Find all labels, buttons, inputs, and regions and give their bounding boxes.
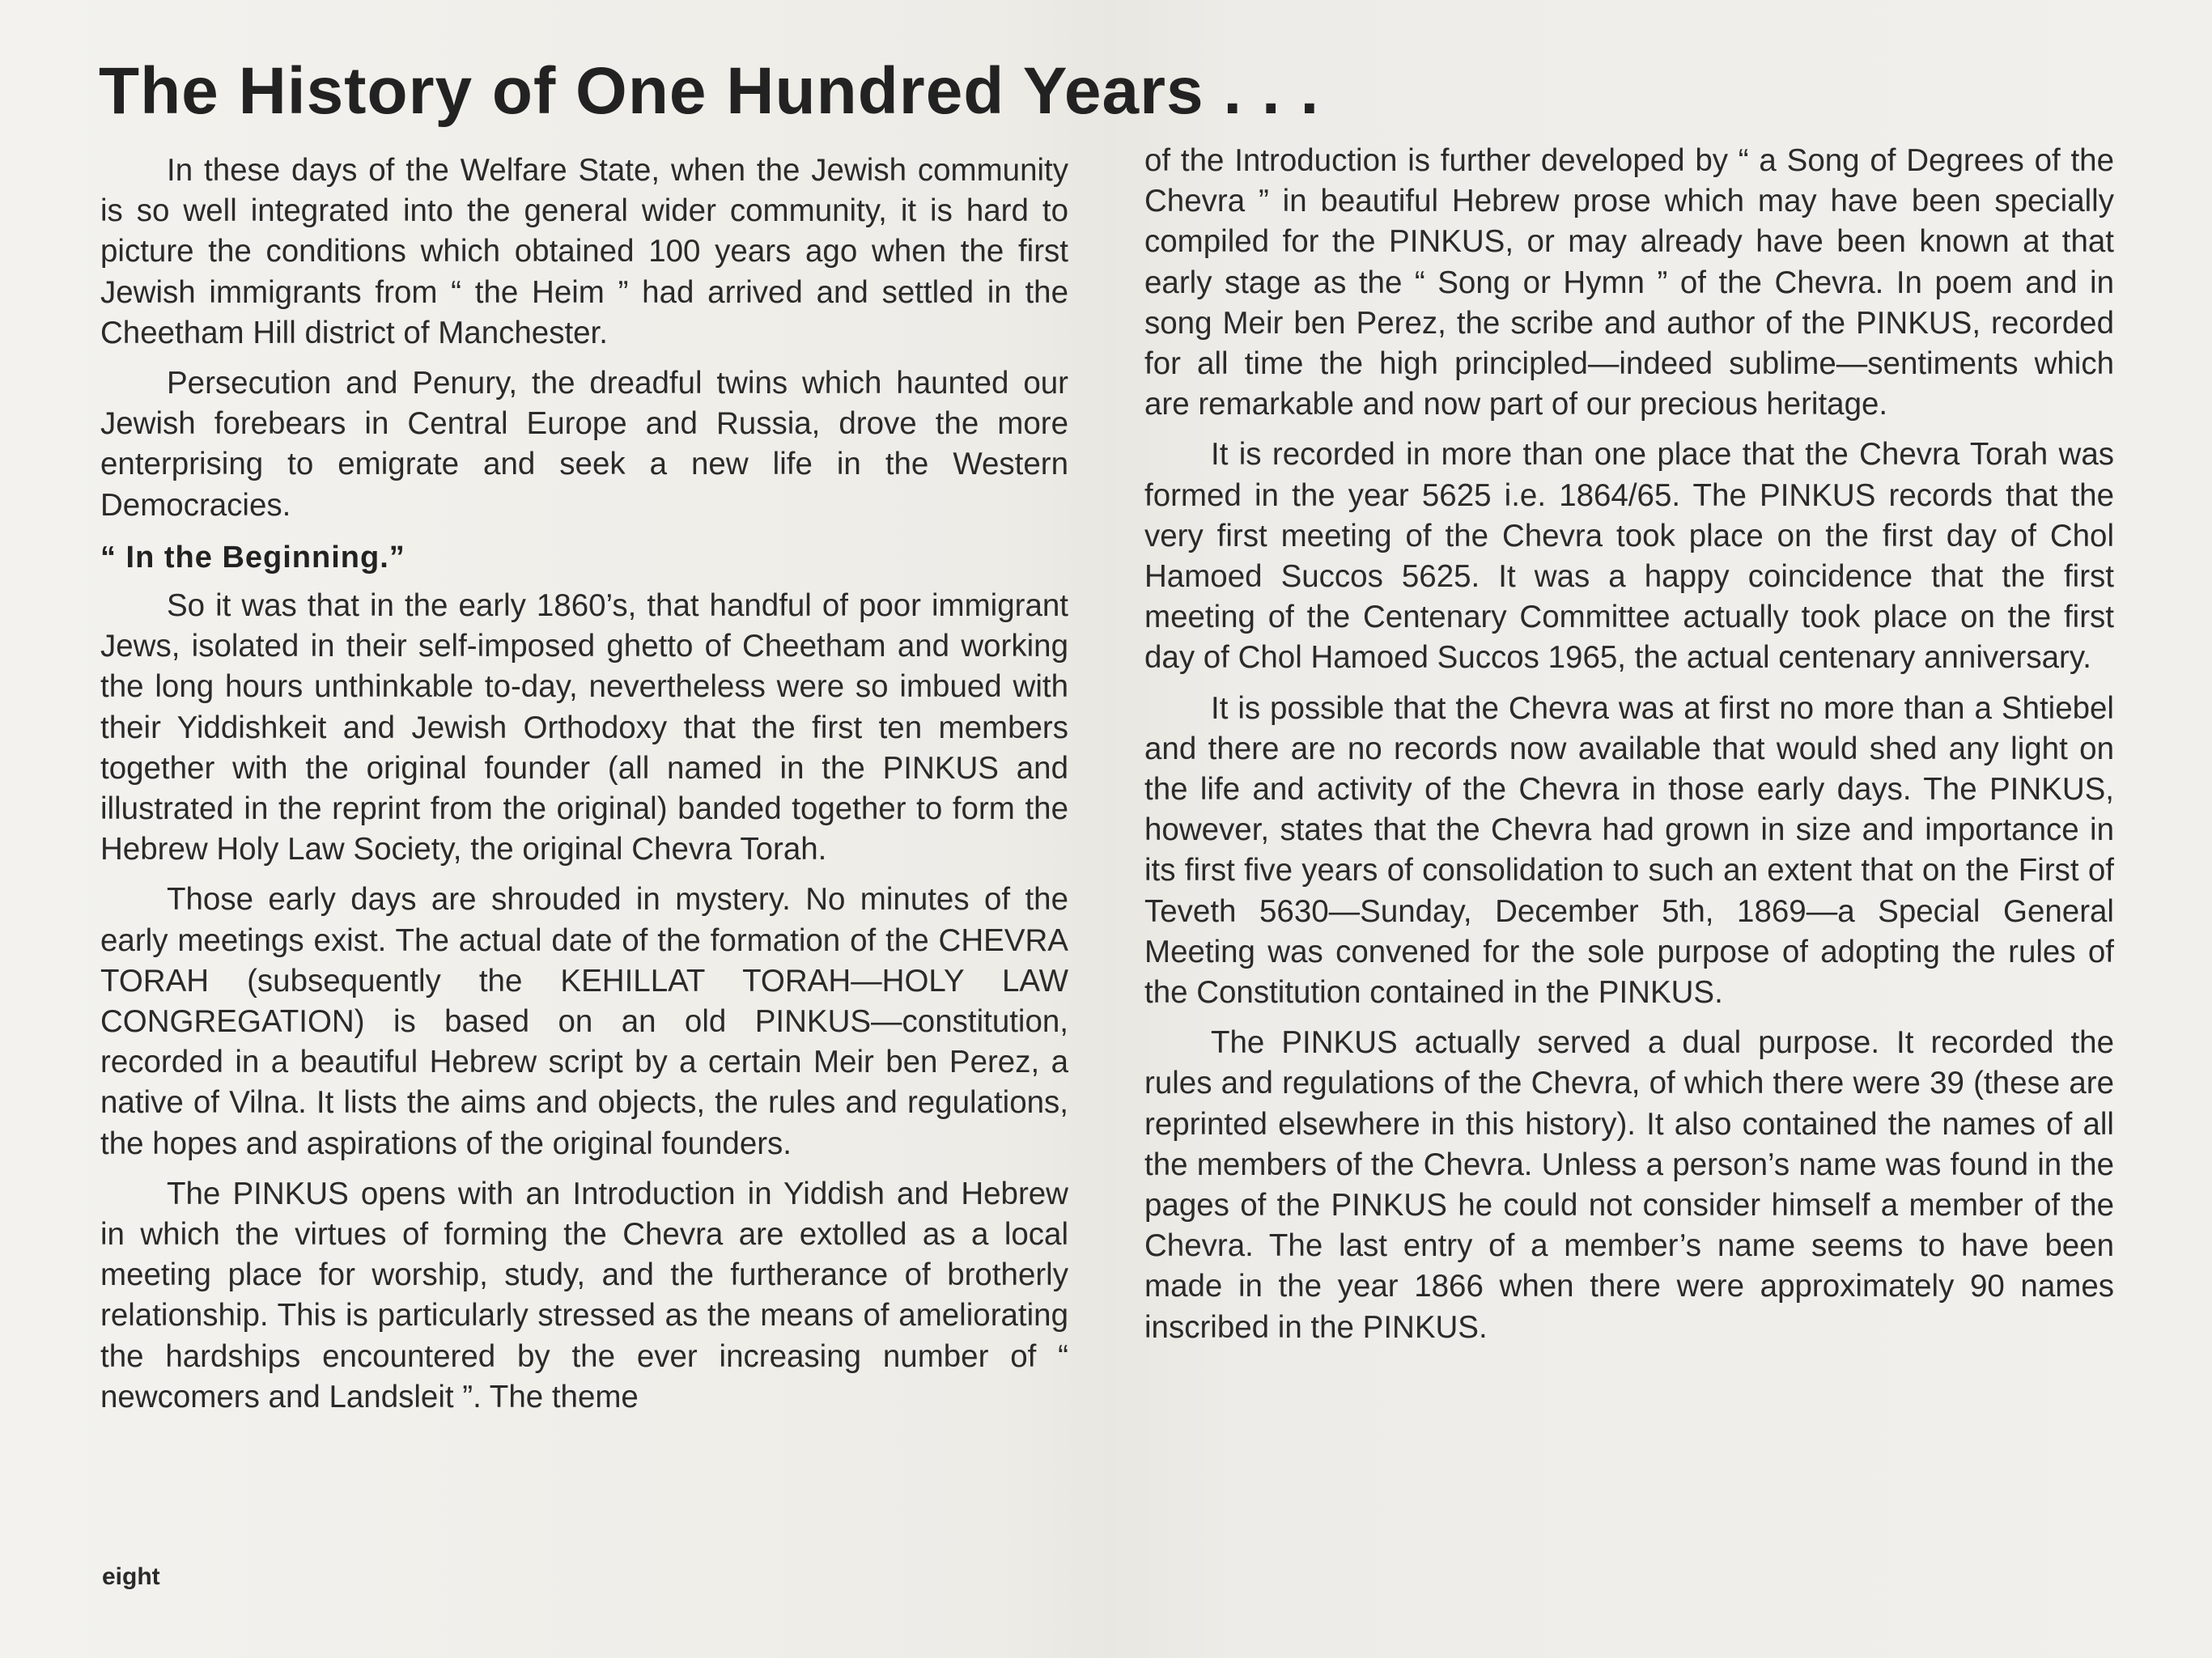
paragraph-shrouded-mystery: Those early days are shrouded in mystery. No minutes of the early meetings exist. The actual date of the formation of the CHEVRA TORAH (subsequently the KEHILLAT TORAH—HOLY LAW CONGREGATION) is based on an old PINKUS—constitution, recorded in a beautiful Hebrew script by a certain Meir ben Perez, a native of Vilna. It lists the aims and objects, the rules and regulations, the hopes and aspirations of the original founders. [100,882,1068,1161]
paragraph-early-1860s: So it was that in the early 1860’s, that handful of poor immigrant Jews, isolated in their self-imposed ghetto of Cheetham and working the long hours unthinkable to-day, nevertheless were so imbued with their Yiddishkeit and Jewish Orthodoxy that the first ten members together with the original founder (all named in the PINKUS and illustrated in the reprint from the original) banded together to form the Hebrew Holy Law Society, the original Chevra Torah. [100,588,1068,867]
section-heading-beginning: “ In the Beginning.” [100,540,405,575]
paragraph-dual-purpose: The PINKUS actually served a dual purpose. It recorded the rules and regulations of the Chevra, of which there were 39 (these are reprinted elsewhere in this history). It also contained the names of all the members of the Chevra. Unless a person’s name was found in the pages of the PINKUS he could not consider himself a member of the Chevra. The last entry of a member’s name seems to have been made in the year 1866 when there were approximately 90 names inscribed in the PINKUS. [1144,1025,2114,1345]
page-number: eight [102,1563,160,1590]
paragraph-pinkus-opens: The PINKUS opens with an Introduction in Yiddish and Hebrew in which the virtues of forming the Chevra are extolled as a local meeting place for worship, study, and the furtherance of brotherly relationship. This is particularly stressed as the means of ameliorating the hardships encountered by the ever increasing number of “ newcomers and Landsleit ”. The theme [100,1176,1068,1414]
page-title: The History of One Hundred Years . . . [99,54,1320,128]
paragraph-recorded-formation: It is recorded in more than one place that the Chevra Torah was formed in the year 5625 i.e. 1864/65. The PINKUS records that the very first meeting of the Chevra took place on the first day of Chol Hamoed Succos 5625. It was a happy coincidence that the first meeting of the Centenary Committee actually took place on the first day of Chol Hamoed Succos 1965, the actual centenary anniversary. [1144,437,2114,676]
left-column [100,151,1068,1427]
paragraph-persecution: Persecution and Penury, the dreadful twins which haunted our Jewish forebears in Central Europe and Russia, drove the more enterprising to emigrate and seek a new life in the Western Democracies. [100,366,1068,523]
paragraph-welfare-state: In these days of the Welfare State, when the Jewish community is so well integrated into the general wider community, it is hard to picture the conditions which obtained 100 years ago when the first Jewish immigrants from “ the Heim ” had arrived and settled in the Cheetham Hill district of Manchester. [100,153,1068,350]
right-column [1144,141,2114,1358]
paragraph-shtiebel: It is possible that the Chevra was at first no more than a Shtiebel and there are no records now available that would shed any light on the life and activity of the Chevra in those early days. The PINKUS, however, states that the Chevra had grown in size and importance in its first five years of consolidation to such an extent that on the First of Teveth 5630—Sunday, December 5th, 1869—a Special General Meeting was convened for the sole purpose of adopting the rules of the Constitution contained in the PINKUS. [1144,690,2114,1011]
paragraph-introduction-continued: of the Introduction is further developed by “ a Song of Degrees of the Chevra ” in beautiful Hebrew prose which may have been specially compiled for the PINKUS, or may already have been known at that early stage as the “ Song or Hymn ” of the Chevra. In poem and in song Meir ben Perez, the scribe and author of the PINKUS, recorded for all time the high principled—indeed sublime—sentiments which are remarkable and now part of our precious heritage. [1144,143,2114,422]
